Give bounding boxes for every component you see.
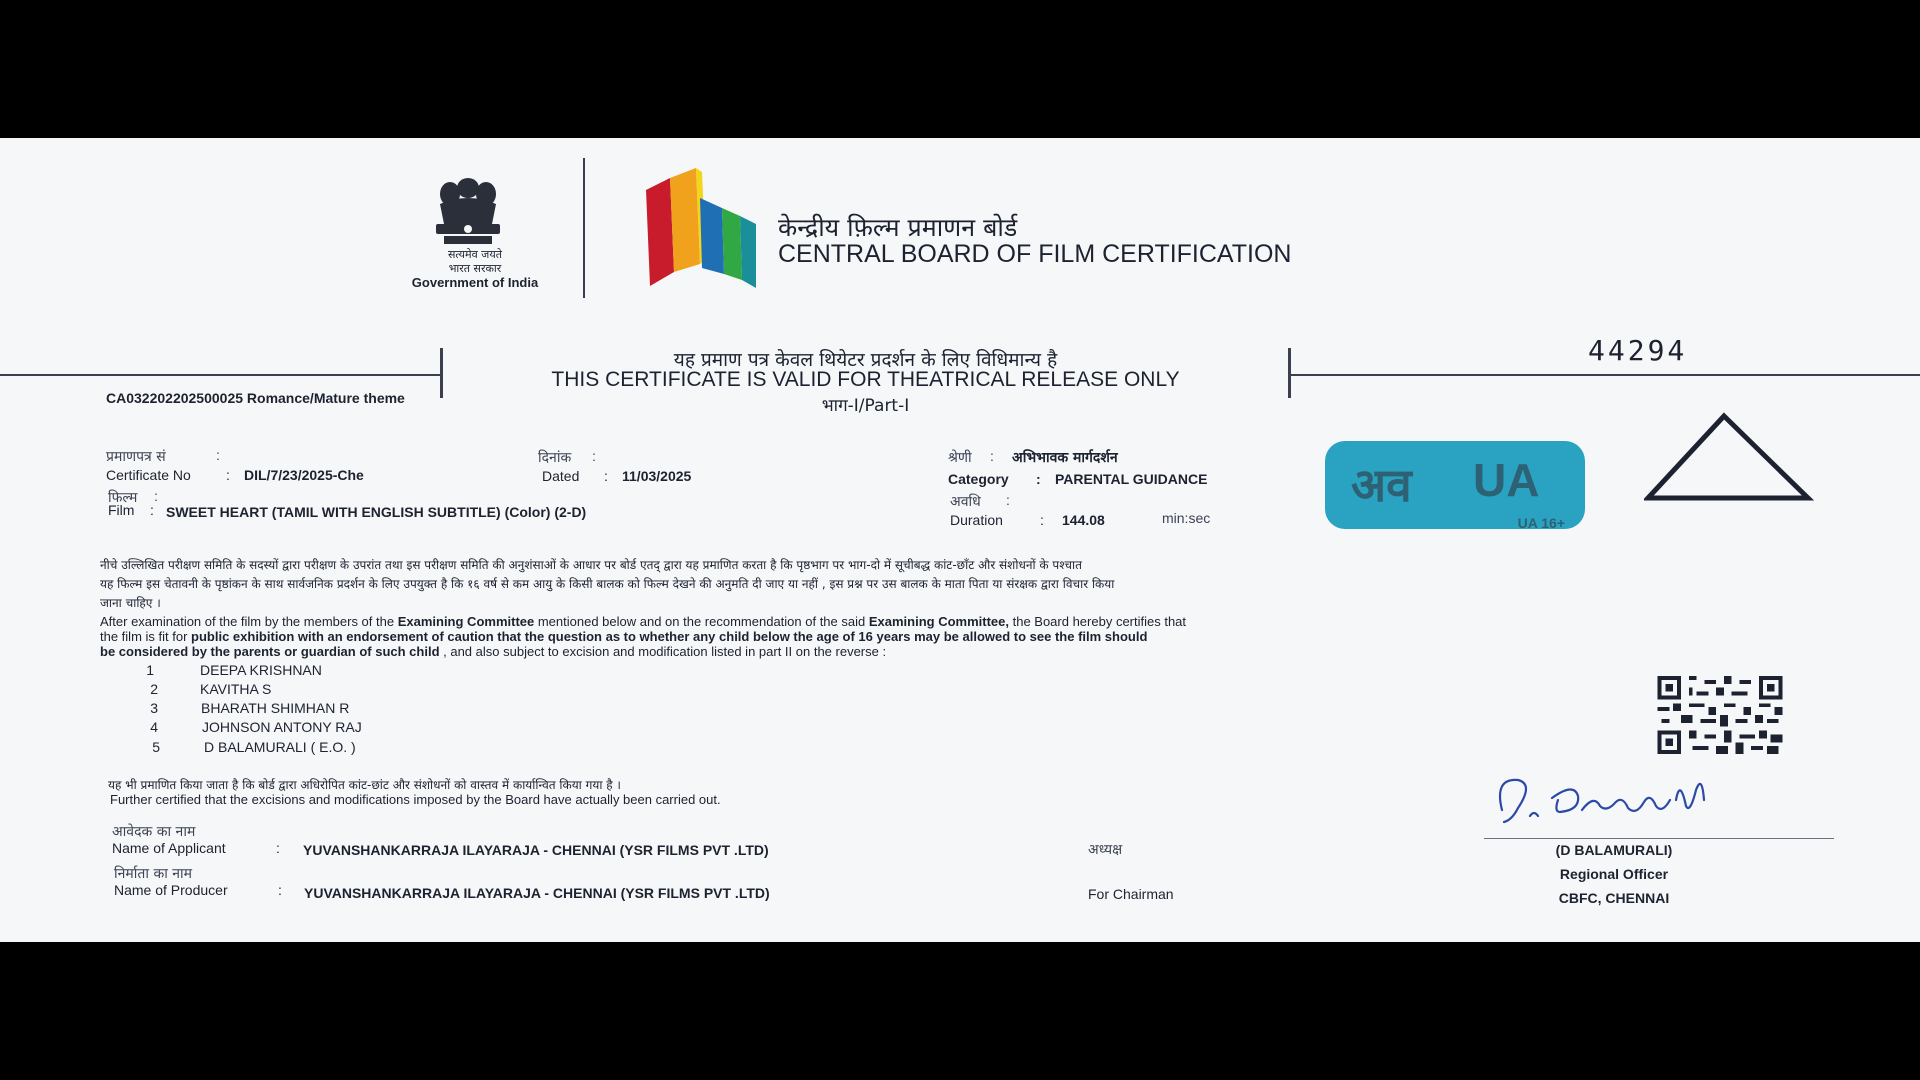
banner-hindi: यह प्रमाण पत्र केवल थियेटर प्रदर्शन के लिए विधिमान्य है — [673, 349, 1058, 371]
certificate — [0, 138, 1920, 942]
member-number: 4 — [150, 719, 158, 735]
member-name: BHARATH SHIMHAN R — [201, 700, 350, 716]
hindi-paragraph-line-1: नीचे उल्लिखित परीक्षण समिति के सदस्यों द्वारा परीक्षण के उपरांत तथा इस परीक्षण समिति की अनुशंसाओं के आधार पर बोर्ड एतद् द्वारा यह प्रमाणित करता है कि पृष्ठभाग पर भाग-दो में सूचीबद्ध कांट-छाँट और संशोधनों के पश्चात — [100, 558, 1082, 572]
ua-rating-badge — [1325, 441, 1585, 529]
for-chairman: For Chairman — [1088, 886, 1174, 902]
national-emblem-icon — [426, 174, 510, 250]
hindi-paragraph-line-3: जाना चाहिए । — [100, 596, 161, 610]
member-number: 1 — [146, 662, 154, 678]
applicant-value: YUVANSHANKARRAJA ILAYARAJA - CHENNAI (YSR FILMS PVT .LTD) — [303, 842, 769, 858]
member-number: 2 — [150, 681, 158, 697]
english-paragraph-line-3 — [100, 644, 886, 659]
hindi-paragraph-line-2: यह फिल्म इस चेतावनी के पृष्ठांकन के साथ सार्वजनिक प्रदर्शन के लिए उपयुक्त है कि १६ वर्ष से कम आयु के किसी बालक को फिल्म देखने की अनुमति दी जाए या नहीं , इस प्रश्न पर उस बालक के माता पिता या संरक्षक द्वारा विचार किया — [100, 577, 1115, 591]
english-emphasis: Examining Committee — [397, 614, 535, 629]
signatory-name: (D BALAMURALI) — [1555, 842, 1673, 858]
english-text: the Board hereby certifies that — [1008, 614, 1187, 629]
cert-no-value: DIL/7/23/2025-Che — [244, 467, 364, 483]
english-text: the film is fit for — [100, 629, 192, 644]
duration-label: Duration — [950, 512, 1003, 528]
duration-colon: : — [1040, 512, 1044, 528]
qr-code-icon — [1656, 676, 1784, 754]
category-hindi-value: अभिभावक मार्गदर्शन — [1012, 450, 1118, 466]
ua-badge-code: UA — [1473, 454, 1540, 506]
duration-hindi-colon: : — [1006, 492, 1010, 508]
chairman-hindi: अध्यक्ष — [1088, 842, 1123, 858]
film-hindi-colon: : — [154, 488, 158, 504]
duration-unit: min:sec — [1162, 510, 1211, 526]
banner-rule-right — [1288, 374, 1920, 376]
member-name: D BALAMURALI ( E.O. ) — [204, 739, 356, 755]
film-colon: : — [150, 502, 154, 518]
emblem-motto: सत्यमेव जयते — [447, 248, 502, 261]
member-name: KAVITHA S — [200, 681, 272, 697]
date-hindi-colon: : — [592, 448, 596, 464]
english-text: After examination of the film by the members of the — [100, 614, 398, 629]
member-name: DEEPA KRISHNAN — [200, 662, 322, 678]
english-emphasis: public exhibition with an endorsement of caution that the question as to whether any child below the age of 16 years may be allowed to see the film should — [191, 629, 1148, 644]
english-emphasis: be considered by the parents or guardian of such child — [100, 644, 440, 659]
date-colon: : — [604, 468, 608, 484]
member-name: JOHNSON ANTONY RAJ — [202, 719, 362, 735]
producer-colon: : — [278, 882, 282, 898]
producer-label: Name of Producer — [114, 882, 228, 898]
cert-no-label: Certificate No — [106, 467, 191, 483]
banner-part: भाग-I/Part-I — [821, 396, 910, 416]
ua-badge-hindi: अव — [1351, 458, 1412, 512]
emblem-hindi: भारत सरकार — [448, 262, 502, 275]
banner-bracket-right — [1288, 348, 1291, 398]
triangle-mark-icon — [1644, 410, 1814, 504]
duration-hindi: अवधि — [950, 494, 981, 510]
date-value: 11/03/2025 — [622, 468, 692, 484]
applicant-label: Name of Applicant — [112, 840, 226, 856]
reference-line: CA032202202500025 Romance/Mature theme — [106, 390, 405, 406]
emblem-caption — [395, 248, 555, 290]
english-paragraph-line-2 — [100, 629, 1147, 644]
film-label: Film — [108, 502, 135, 518]
member-number: 3 — [150, 700, 158, 716]
banner-english: THIS CERTIFICATE IS VALID FOR THEATRICAL RELEASE ONLY — [551, 368, 1180, 391]
producer-value: YUVANSHANKARRAJA ILAYARAJA - CHENNAI (YSR FILMS PVT .LTD) — [304, 885, 770, 901]
cert-no-hindi-colon: : — [216, 447, 220, 463]
header-divider — [583, 158, 585, 298]
duration-value: 144.08 — [1062, 512, 1105, 528]
further-certified-english: Further certified that the excisions and modifications imposed by the Board have actually been carried out. — [110, 792, 721, 807]
category-hindi-colon: : — [990, 448, 994, 464]
english-emphasis: Examining Committee, — [868, 614, 1009, 629]
certificate-serial: 44294 — [1588, 334, 1688, 367]
government-of-india: Government of India — [411, 275, 539, 290]
signatory-office: CBFC, CHENNAI — [1558, 890, 1670, 906]
category-hindi-label: श्रेणी — [948, 450, 972, 466]
cert-no-hindi: प्रमाणपत्र सं — [106, 449, 166, 465]
applicant-hindi: आवेदक का नाम — [112, 824, 196, 840]
signature-line — [1484, 838, 1834, 839]
category-label: Category — [948, 471, 1009, 487]
banner-rule-left — [0, 374, 442, 376]
english-paragraph-line-1 — [100, 614, 1186, 629]
film-hindi: फिल्म — [108, 490, 138, 506]
date-label: Dated — [542, 468, 580, 484]
category-value: PARENTAL GUIDANCE — [1055, 471, 1208, 487]
cert-no-colon: : — [226, 467, 230, 483]
english-text: mentioned below and on the recommendation of the said — [534, 614, 869, 629]
cbfc-logo-icon — [640, 168, 762, 292]
date-hindi: दिनांक — [538, 450, 572, 466]
ua-badge-sub: UA 16+ — [1517, 515, 1565, 531]
applicant-colon: : — [276, 840, 280, 856]
member-number: 5 — [152, 739, 160, 755]
category-colon: : — [1036, 471, 1041, 487]
board-name-english: CENTRAL BOARD OF FILM CERTIFICATION — [778, 240, 1292, 268]
english-text: , and also subject to excision and modification listed in part II on the reverse : — [439, 644, 887, 659]
signature-icon — [1490, 770, 1740, 832]
film-value: SWEET HEART (TAMIL WITH ENGLISH SUBTITLE) (Color) (2-D) — [166, 504, 587, 520]
further-certified-hindi: यह भी प्रमाणित किया जाता है कि बोर्ड द्वारा अधिरोपित कांट-छांट और संशोधनों को वास्तव में कार्यान्वित किया गया है । — [108, 778, 621, 792]
board-name-hindi: केन्द्रीय फ़िल्म प्रमाणन बोर्ड — [778, 213, 1018, 242]
signatory-title: Regional Officer — [1559, 866, 1669, 882]
producer-hindi: निर्माता का नाम — [114, 866, 193, 882]
